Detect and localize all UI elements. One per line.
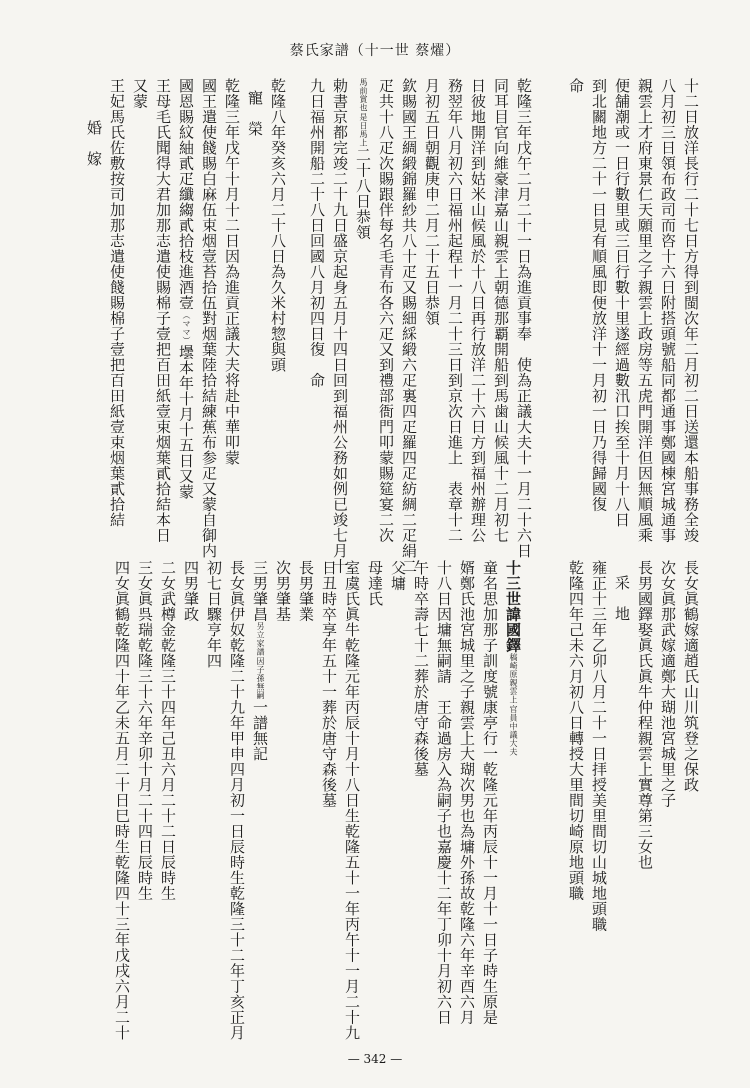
text-column: 十八日因墉無嗣請 王命過房入為嗣子也嘉慶十二年丁卯十月初六日: [435, 560, 453, 1025]
page-header: 蔡氏家譜（十一世 蔡燿）: [289, 43, 461, 59]
text-column: 長男肇業: [297, 560, 315, 622]
column-text: 壜本年十月十五日又蒙: [177, 344, 195, 500]
text-column: 月初五日朝觀庚申二月二十五日恭領: [423, 78, 441, 326]
column-text: 三男肇昌: [251, 560, 269, 622]
text-column: 乾隆三年戊午十月十二日因為進貢正議大夫将赴中華叩蒙: [223, 78, 241, 466]
text-column: 午時卒壽七十二葬於唐守森後墓: [412, 560, 430, 777]
text-column: 日彼地開洋到姑米山候風於十八日再行放洋二十六日方到福州辦理公: [469, 78, 487, 543]
text-column: 十二日放洋長行二十七日方得到閩次年二月初二日送還本船事務全竣: [682, 78, 700, 543]
text-column: 二女武樽金乾隆三十四年己丑六月二十二日辰時生: [159, 560, 177, 901]
text-column: [505, 560, 520, 1040]
section-heading: 婚 嫁: [85, 120, 103, 167]
section-heading: 采 地: [613, 575, 631, 622]
generation-heading: 十三世諱國鐸: [504, 560, 522, 653]
text-column: 童名思加那子訓度號康亭行一乾隆元年丙辰十一月十一日子時生原是: [481, 560, 499, 1025]
text-column: 四男肇政: [182, 560, 200, 622]
column-text: 國恩賜紋紬貳疋纖縐貳拾枝進酒壹: [177, 78, 195, 311]
text-column: 王妃馬氏佐敷按司加那志遣使餞賜棉子壹把百田紙壹束烟葉貳拾結: [108, 78, 126, 528]
text-column: [178, 78, 193, 578]
interlinear-note: 因子孫無嗣 另立家譜: [256, 622, 265, 700]
text-column: 婿鄭氏池宮城里之子親雲上大瑚次男也為墉外孫故乾隆六年辛酉六月: [458, 560, 476, 1025]
text-column: 長女眞鶴嫁適趙氏山川筑登之保政: [682, 560, 700, 793]
text-column: 母達氏: [366, 560, 384, 607]
text-column: 欽賜國王綢緞錦羅紗共八十疋又賜細綵緞六疋裏四疋羅四疋紡綢二疋絹二: [400, 78, 418, 574]
text-column: 雍正十三年乙卯八月二十一日拝授美里間切山城地頭職: [590, 560, 608, 932]
text-column: 乾隆八年癸亥六月二十八日為久米村惣與頭: [269, 78, 287, 373]
text-column: 勅書京都完竣二十九日盛京起身五月十四日回到福州公務如例已竣七月十: [331, 78, 349, 574]
text-column: 次男肇基: [274, 560, 292, 622]
text-column: 日丑時卒享年五十一葬於唐守森後墓: [320, 560, 338, 808]
text-column: 便舗潮或一日行數里或三日行數十里遂經過數汛口挨至十月十八日: [613, 78, 631, 528]
text-column: 同耳目官向維豪津嘉山親雲上朝德那覇開船到馬歯山候風十二月初七: [492, 78, 510, 543]
text-column: 八月初三日領布政司而咨十六日附搭頭號船同都通事鄭國棟宮城通事: [659, 78, 677, 543]
text-column: 又蒙: [131, 78, 149, 109]
text-column: 三女眞呉瑞乾隆三十六年辛卯十月二十四日辰時生: [136, 560, 154, 901]
section-heading: 寵 榮: [246, 90, 264, 137]
text-column: 長男國鐸娶眞氏眞牛仲程親雲上實尊第三女也: [636, 560, 654, 870]
text-column: 九日福州開船二十八日回國八月初四日復 命: [308, 78, 326, 388]
text-column: 親雲上才府東景仁天願里之子親雲上政房等五虎門開洋但因無順風乘: [636, 78, 654, 543]
text-column: 到北關地方二十一日見有順風即便放洋十一月初一日乃得歸國復: [590, 78, 608, 512]
text-column: 長女眞伊奴乾隆二十九年甲申四月初一日辰時生乾隆三十二年丁亥正月: [228, 560, 246, 1041]
text-column: 疋共十八疋次賜跟伴每名毛青布各六疋又到禮部衙門叩蒙賜筵宴二次: [377, 78, 395, 543]
text-column: 國王遣使餞賜白麻伍束烟壹苔拾伍對烟葉陸拾結練蕉布参疋又蒙自御内: [200, 78, 218, 559]
text-column: 父墉: [389, 560, 407, 591]
editorial-note: （ママ）: [182, 310, 191, 345]
column-text: 一譜無記: [251, 699, 269, 762]
page-number: — 342 —: [347, 1052, 403, 1066]
text-column: 次女眞那武嫁適鄭大瑚池宮城里之子: [659, 560, 677, 808]
text-column: [355, 78, 370, 578]
text-column: 乾隆三年戊午二月二十一日為進貢事奉 使為正議大夫十一月二十六日: [515, 78, 533, 559]
text-column: 室虞氏眞牛乾隆元年丙辰十月十八日生乾隆五十一年丙午十一月二十九: [343, 560, 361, 1041]
interlinear-note: 是日馬上 馬前賞也: [359, 78, 368, 147]
text-column: 王母毛氏聞得大君加那志遣使賜棉子壹把百田紙壹束烟葉貳拾結本日: [154, 78, 172, 543]
column-text: 二十八日恭領: [354, 147, 372, 240]
text-column: 命: [567, 78, 585, 94]
text-column: [252, 560, 267, 1040]
interlinear-note: 官員中議大夫 稿崎原親雲上: [509, 653, 518, 756]
text-column: 四女眞鶴乾隆四十年乙未五月二十日巳時生乾隆四十三年戊戌六月二十: [113, 560, 131, 1041]
text-column: 乾隆四年己未六月初八日轉授大里間切崎原地頭職: [567, 560, 585, 901]
text-column: 務翌年八月初六日福州起程十一月二十三日到京次日進上 表章十二: [446, 78, 464, 543]
text-column: 初七日驟亨年四: [205, 560, 223, 669]
